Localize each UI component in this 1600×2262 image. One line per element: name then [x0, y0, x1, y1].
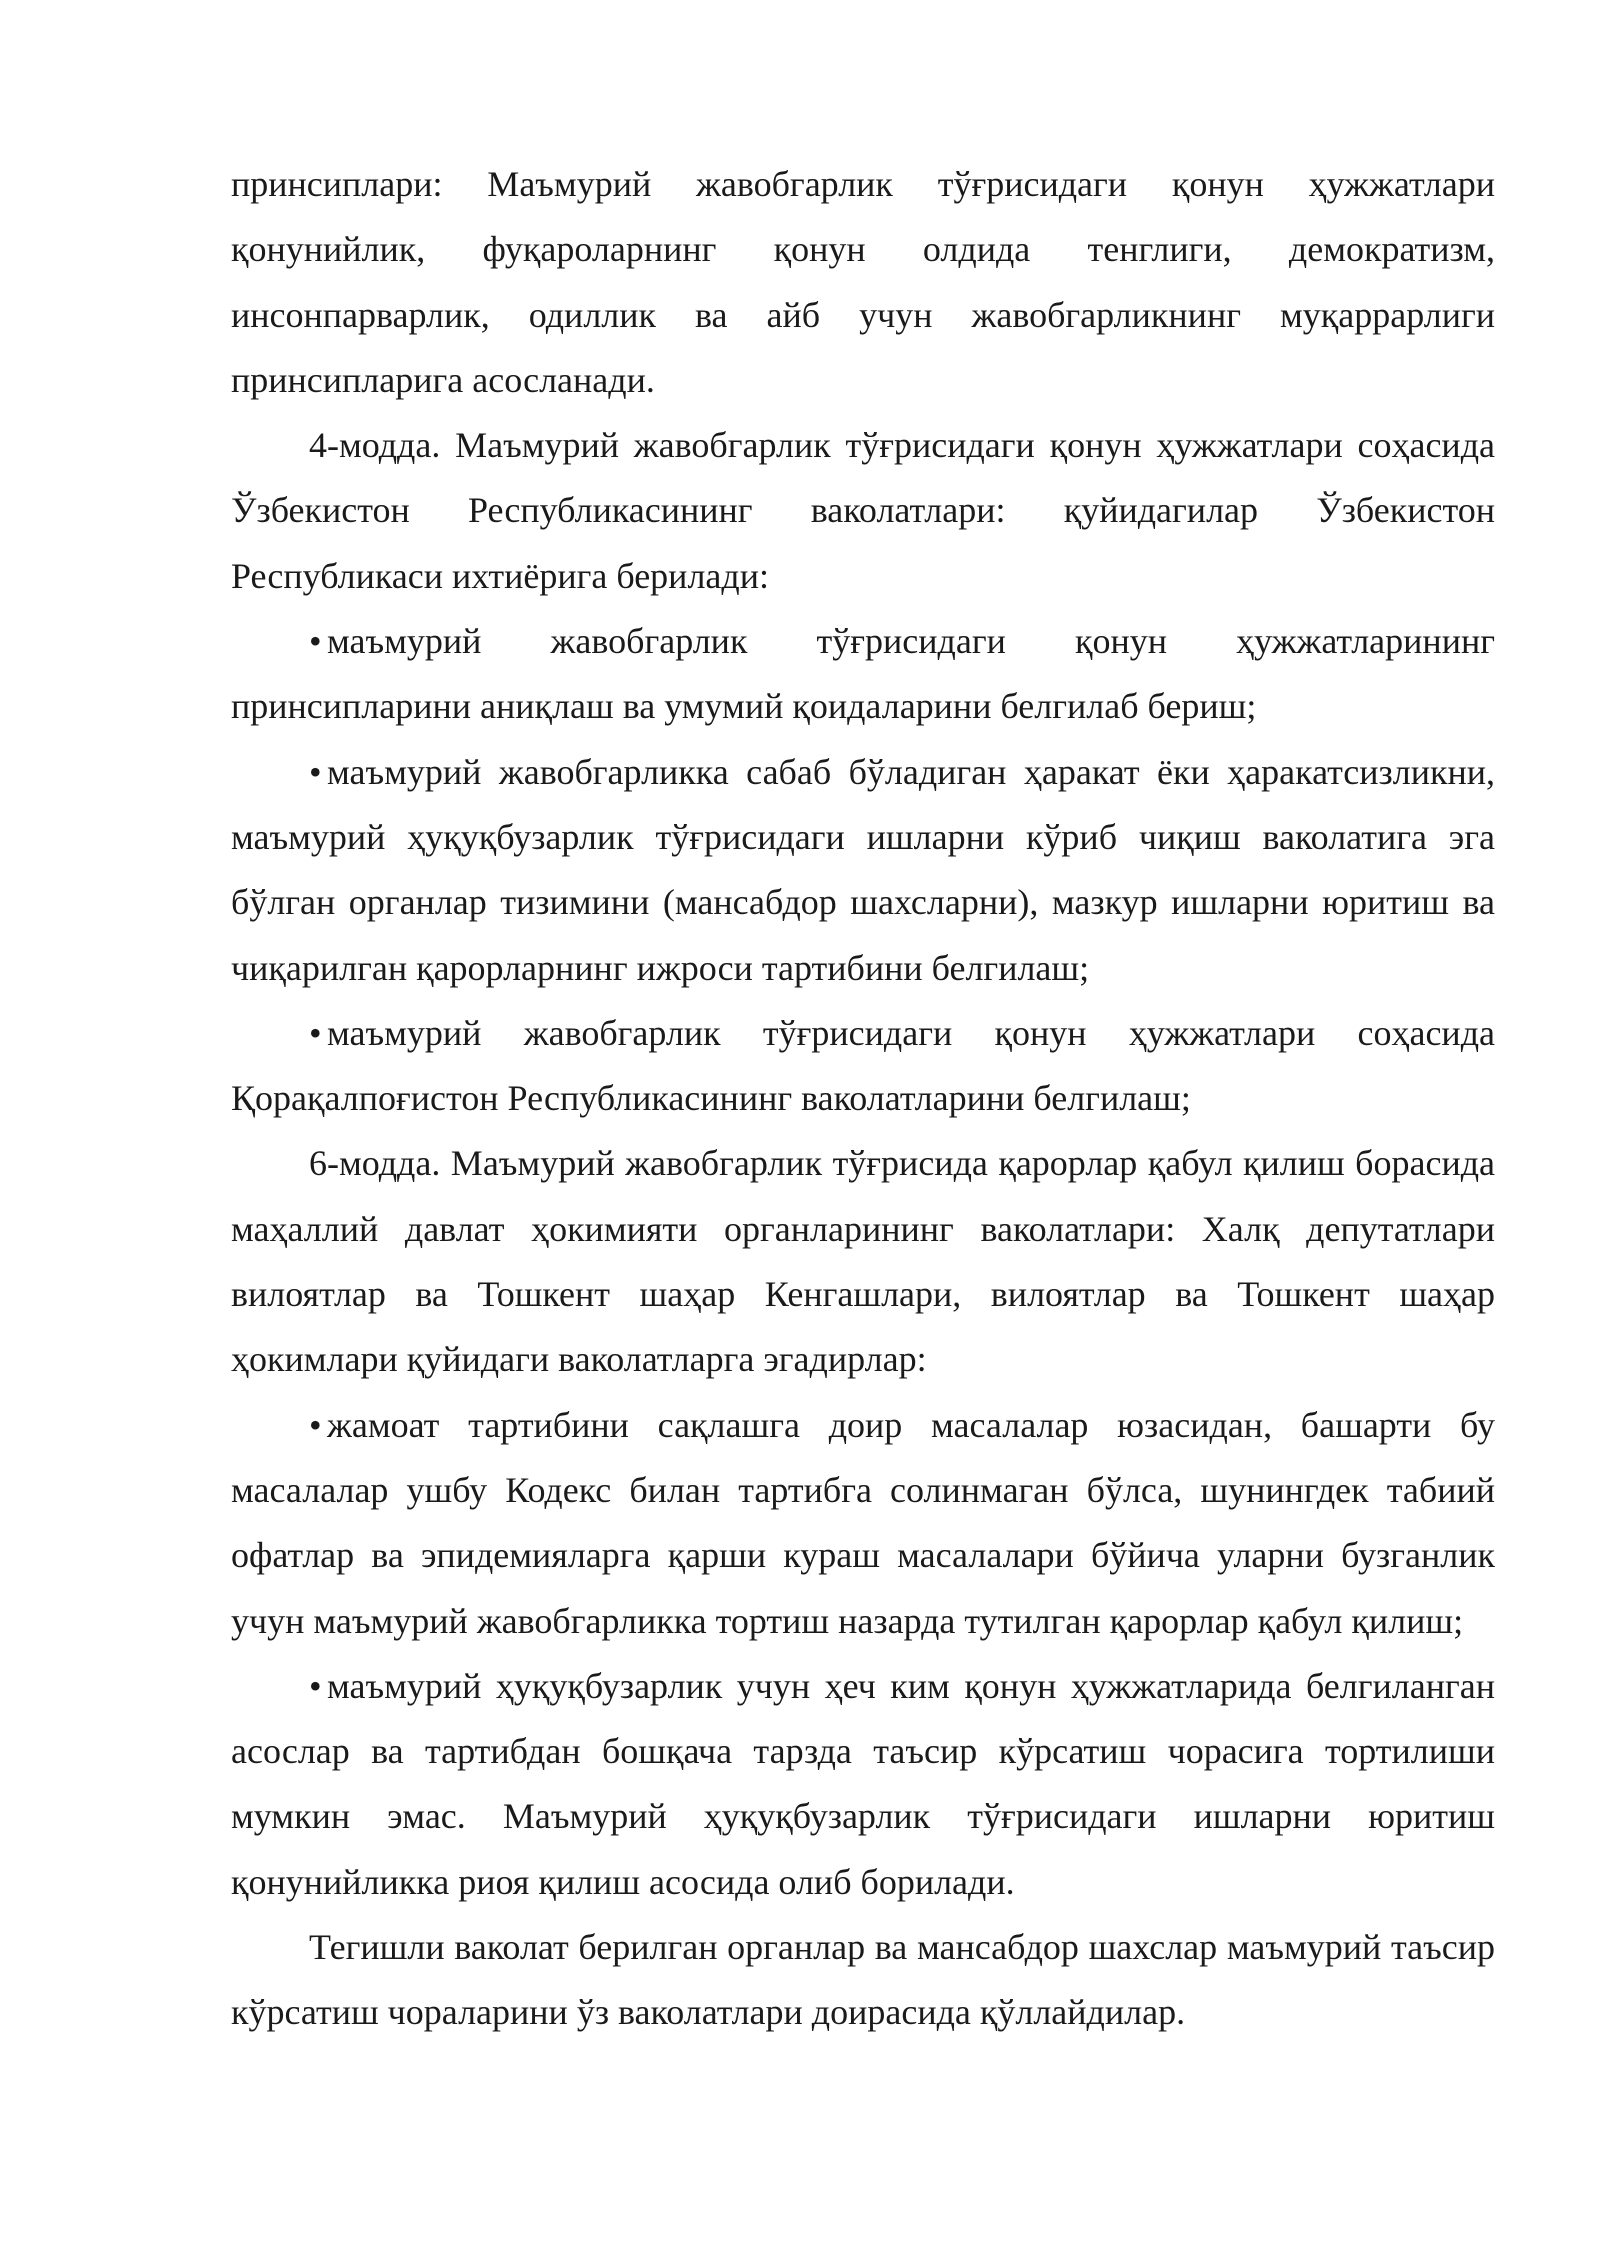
paragraph-article-4	[231, 413, 1495, 609]
bullet-item	[231, 1393, 1495, 1654]
bullet-icon: •	[309, 1012, 322, 1053]
bullet-item	[231, 1654, 1495, 1915]
bullet-icon: •	[309, 1665, 322, 1706]
bullet-text: маъмурий жавобгарлик тўғрисидаги қонун ҳужжатлари соҳасида Қорақалпоғистон Республикасининг ваколатларини белгилаш;	[231, 1012, 1495, 1119]
paragraph-text: 6-модда. Маъмурий жавобгарлик тўғрисида қарорлар қабул қилиш борасида маҳаллий давлат ҳокимияти органларининг ваколатлари: Халқ депутатлари вилоятлар ва Тошкент шаҳар Кенгашлари, вилоятлар ва Тошкент шаҳар ҳокимлари қуйидаги ваколатларга эгадирлар:	[231, 1143, 1495, 1380]
bullet-text: жамоат тартибини сақлашга доир масалалар юзасидан, башарти бу масалалар ушбу Кодекс билан тартибга солинмаган бўлса, шунингдек табиий офатлар ва эпидемияларга қарши кураш масалалари бўйича уларни бузганлик учун маъмурий жавобгарликка тортиш назарда тутилган қарорлар қабул қилиш;	[231, 1404, 1495, 1641]
bullet-icon: •	[309, 751, 322, 792]
paragraph-article-6	[231, 1131, 1495, 1392]
bullet-text: маъмурий жавобгарликка сабаб бўладиган ҳаракат ёки ҳаракатсизликни, маъмурий ҳуқуқбузарлик тўғрисидаги ишларни кўриб чиқиш ваколатига эга бўлган органлар тизимини (мансабдор шахсларни), мазкур ишларни юритиш ва чиқарилган қарорларнинг ижроси тартибини белгилаш;	[231, 751, 1495, 988]
document-page	[231, 152, 1495, 2046]
bullet-text: маъмурий жавобгарлик тўғрисидаги қонун ҳужжатларининг принсипларини аниқлаш ва умумий қоидаларини белгилаб бериш;	[231, 621, 1495, 727]
bullet-text: маъмурий ҳуқуқбузарлик учун ҳеч ким қонун ҳужжатларида белгиланган асослар ва тартибдан бошқача тарзда таъсир кўрсатиш чорасига тортилиши мумкин эмас. Маъмурий ҳуқуқбузарлик тўғрисидаги ишларни юритиш қонунийликка риоя қилиш асосида олиб борилади.	[231, 1665, 1495, 1902]
paragraph-text: Тегишли ваколат берилган органлар ва мансабдор шахслар маъмурий таъсир кўрсатиш чораларини ўз ваколатлари доирасида қўллайдилар.	[231, 1927, 1495, 2033]
bullet-icon: •	[309, 621, 322, 662]
paragraph-principles	[231, 152, 1495, 413]
bullet-item	[231, 1001, 1495, 1132]
paragraph-text: 4-модда. Маъмурий жавобгарлик тўғрисидаги қонун ҳужжатлари соҳасида Ўзбекистон Республикасининг ваколатлари: қуйидагилар Ўзбекистон Республикаси ихтиёрига берилади:	[231, 425, 1495, 596]
bullet-item	[231, 609, 1495, 740]
bullet-item	[231, 740, 1495, 1001]
paragraph-text: принсиплари: Маъмурий жавобгарлик тўғрисидаги қонун ҳужжатлари қонунийлик, фуқароларнинг қонун олдида тенглиги, демократизм, инсонпарварлик, одиллик ва айб учун жавобгарликнинг муқаррарлиги принсипларига асосланади.	[231, 164, 1495, 400]
bullet-icon: •	[309, 1404, 322, 1445]
paragraph-closing	[231, 1915, 1495, 2046]
